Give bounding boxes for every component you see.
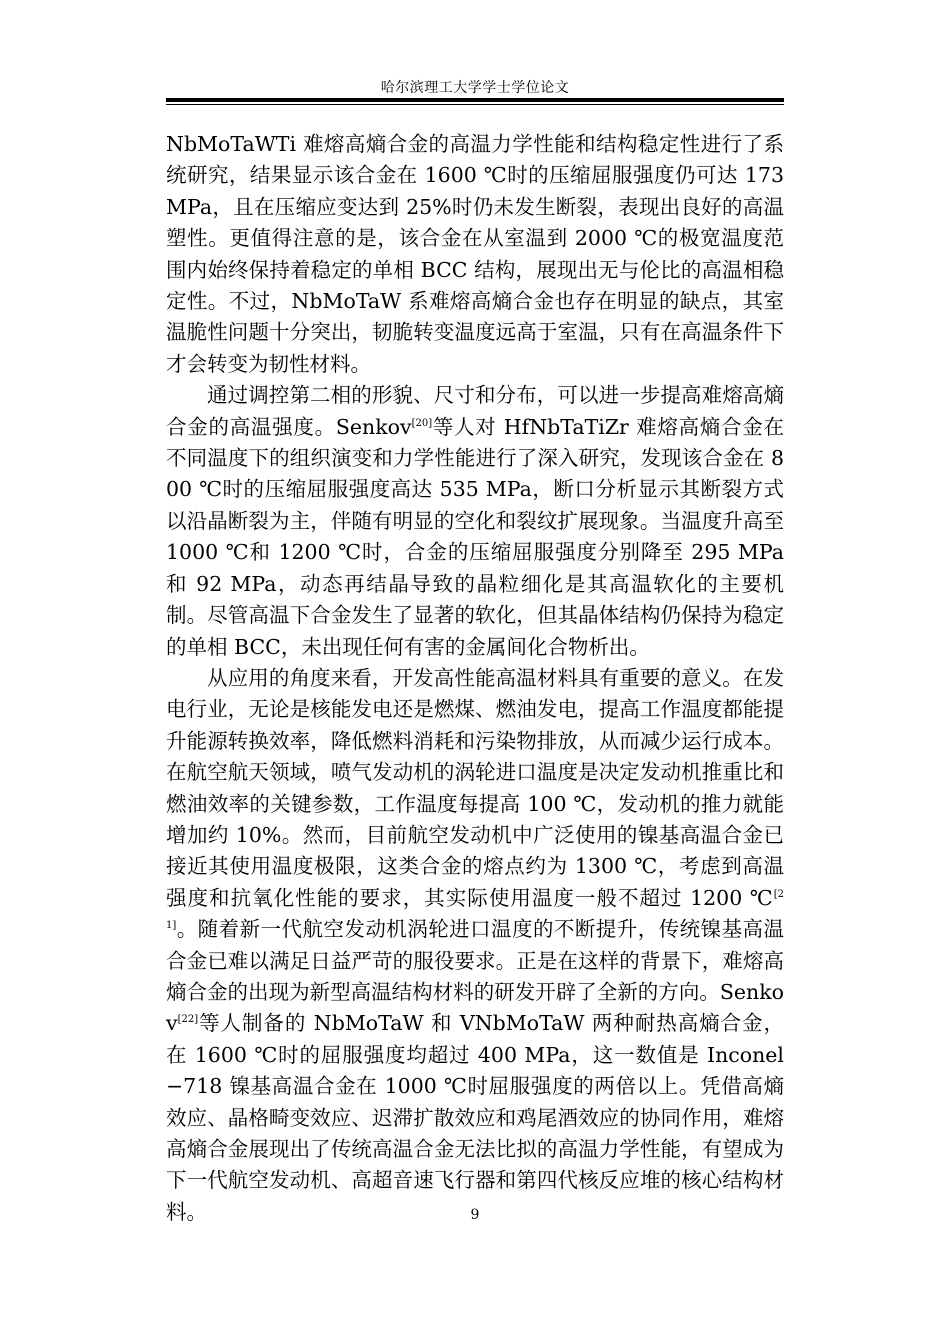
body-text <box>166 129 784 1228</box>
paragraph-2-text-a: 通过调控第二相的形貌、尺寸和分布，可以进一步提高难熔高熵合金的高温强度。Senkov <box>166 383 784 439</box>
paragraph-1-text: NbMoTaWTi 难熔高熵合金的高温力学性能和结构稳定性进行了系统研究，结果显示该合金在 1600 ℃时的压缩屈服强度仍可达 173 MPa，且在压缩应变达到 25%时仍未发生断裂，表现出良好的高温塑性。更值得注意的是，该合金在从室温到 2000 ℃的极宽温度范围内始终保持着稳定的单相 BCC 结构，展现出无与伦比的高温相稳定性。不过，NbMoTaW 系难熔高熵合金也存在明显的缺点，其室温脆性问题十分突出，韧脆转变温度远高于室温，只有在高温条件下才会转变为韧性材料。 <box>166 132 784 376</box>
paragraph-1 <box>166 129 784 380</box>
page-number: 9 <box>470 1207 480 1223</box>
citation-20: [20] <box>411 417 433 429</box>
header-rule-thick <box>166 98 784 102</box>
paragraph-3-text-c: 等人制备的 NbMoTaW 和 VNbMoTaW 两种耐热高熵合金，在 1600 ℃时的屈服强度均超过 400 MPa，这一数值是 Inconel−718 镍基高温合金在 1000 ℃时屈服强度的两倍以上。凭借高熵效应、晶格畸变效应、迟滞扩散效应和鸡尾酒效应的协同作用，难熔高熵合金展现出了传统高温合金无法比拟的高温力学性能，有望成为下一代航空发动机、高超音速飞行器和第四代核反应堆的核心结构材料。 <box>166 1011 784 1224</box>
paragraph-3 <box>166 663 784 1228</box>
citation-22: [22] <box>177 1014 199 1026</box>
paragraph-2-text-b: 等人对 HfNbTaTiZr 难熔高熵合金在不同温度下的组织演变和力学性能进行了深入研究，发现该合金在 800 ℃时的压缩屈服强度高达 535 MPa，断口分析显示其断裂方式以沿晶断裂为主，伴随有明显的空化和裂纹扩展现象。当温度升高至 1000 ℃和 1200 ℃时，合金的压缩屈服强度分别降至 295 MPa 和 92 MPa，动态再结晶导致的晶粒细化是其高温软化的主要机制。尽管高温下合金发生了显著的软化，但其晶体结构仍保持为稳定的单相 BCC，未出现任何有害的金属间化合物析出。 <box>166 414 784 659</box>
paragraph-3-text-b: 。随着新一代航空发动机涡轮进口温度的不断提升，传统镍基高温合金已难以满足日益严苛的服役要求。正是在这样的背景下，难熔高熵合金的出现为新型高温结构材料的研发开辟了全新的方向。Senkov <box>166 917 784 1036</box>
paragraph-3-text-a: 从应用的角度来看，开发高性能高温材料具有重要的意义。在发电行业，无论是核能发电还是燃煤、燃油发电，提高工作温度都能提升能源转换效率，降低燃料消耗和污染物排放，从而减少运行成本。在航空航天领域，喷气发动机的涡轮进口温度是决定发动机推重比和燃油效率的关键参数，工作温度每提高 100 ℃，发动机的推力就能增加约 10%。然而，目前航空发动机中广泛使用的镍基高温合金已接近其使用温度极限，这类合金的熔点约为 1300 ℃，考虑到高温强度和抗氧化性能的要求，其实际使用温度一般不超过 1200 ℃ <box>166 665 784 910</box>
paragraph-2 <box>166 380 784 663</box>
header-rule-thin <box>166 104 784 105</box>
running-header: 哈尔滨理工大学学士学位论文 <box>380 80 570 96</box>
citation-21: [21] <box>166 888 784 932</box>
